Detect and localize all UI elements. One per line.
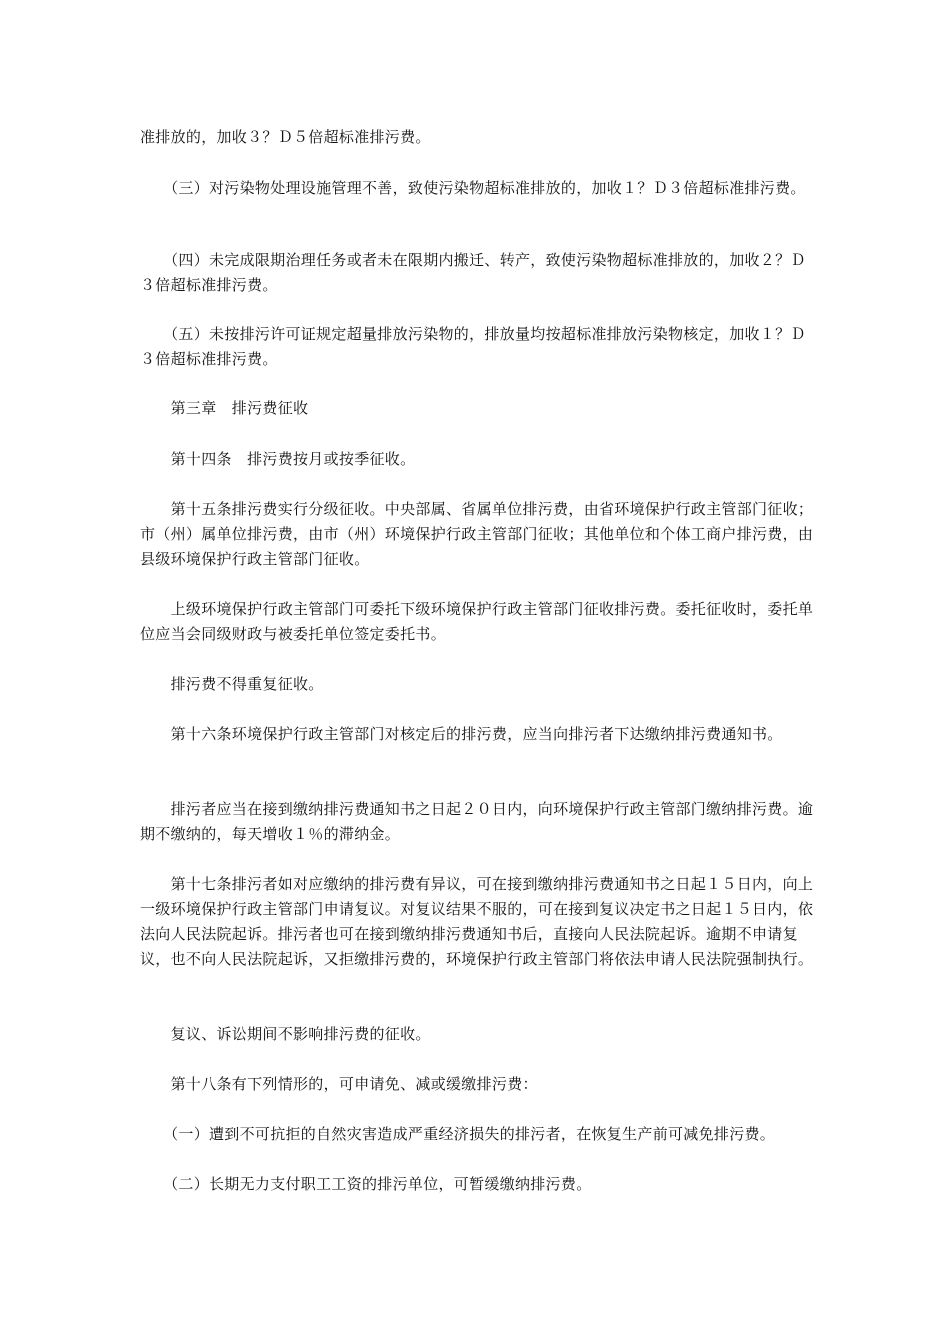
paragraph-article-16: 第十六条环境保护行政主管部门对核定后的排污费，应当向排污者下达缴纳排污费通知书。 — [140, 725, 783, 743]
chapter-heading: 第三章 排污费征收 — [140, 399, 309, 417]
paragraph-no-duplicate: 排污费不得重复征收。 — [140, 675, 324, 693]
paragraph-article-18: 第十八条有下列情形的，可申请免、减或缓缴排污费： — [140, 1075, 538, 1093]
paragraph-3: （四）未完成限期治理任务或者未在限期内搬迁、转产，致使污染物超标准排放的，加收２？Ｄ３倍超标准排污费。 — [140, 251, 806, 294]
paragraph-article-17: 第十七条排污者如对应缴纳的排污费有异议，可在接到缴纳排污费通知书之日起１５日内，向上一级环境保护行政主管部门申请复议。对复议结果不服的，可在接到复议决定书之日起１５日内，依法向人民法院起诉。排污者也可在接到缴纳排污费通知书后，直接向人民法院起诉。逾期不申请复议，也不向人民法院起诉，又拒缴排污费的，环境保护行政主管部门将依法申请人民法院强制执行。 — [140, 875, 814, 968]
paragraph-article-15: 第十五条排污费实行分级征收。中央部属、省属单位排污费，由省环境保护行政主管部门征收；市（州）属单位排污费，由市（州）环境保护行政主管部门征收；其他单位和个体工商户排污费，由县级环境保护行政主管部门征收。 — [140, 500, 814, 568]
paragraph-item-1: （一）遭到不可抗拒的自然灾害造成严重经济损失的排污者，在恢复生产前可减免排污费。 — [140, 1125, 776, 1143]
paragraph-4: （五）未按排污许可证规定超量排放污染物的，排放量均按超标准排放污染物核定，加收１？Ｄ３倍超标准排污费。 — [140, 325, 806, 368]
paragraph-payment-deadline: 排污者应当在接到缴纳排污费通知书之日起２０日内，向环境保护行政主管部门缴纳排污费。逾期不缴纳的，每天增收１％的滞纳金。 — [140, 800, 814, 843]
paragraph-review-period: 复议、诉讼期间不影响排污费的征收。 — [140, 1025, 431, 1043]
paragraph-2: （三）对污染物处理设施管理不善，致使污染物超标准排放的，加收１？Ｄ３倍超标准排污费。 — [140, 179, 806, 197]
paragraph-delegation: 上级环境保护行政主管部门可委托下级环境保护行政主管部门征收排污费。委托征收时，委托单位应当会同级财政与被委托单位签定委托书。 — [140, 600, 814, 643]
paragraph-item-2: （二）长期无力支付职工工资的排污单位，可暂缓缴纳排污费。 — [140, 1175, 592, 1193]
paragraph-article-14: 第十四条 排污费按月或按季征收。 — [140, 450, 416, 468]
paragraph-1: 准排放的，加收３？Ｄ５倍超标准排污费。 — [140, 128, 431, 146]
